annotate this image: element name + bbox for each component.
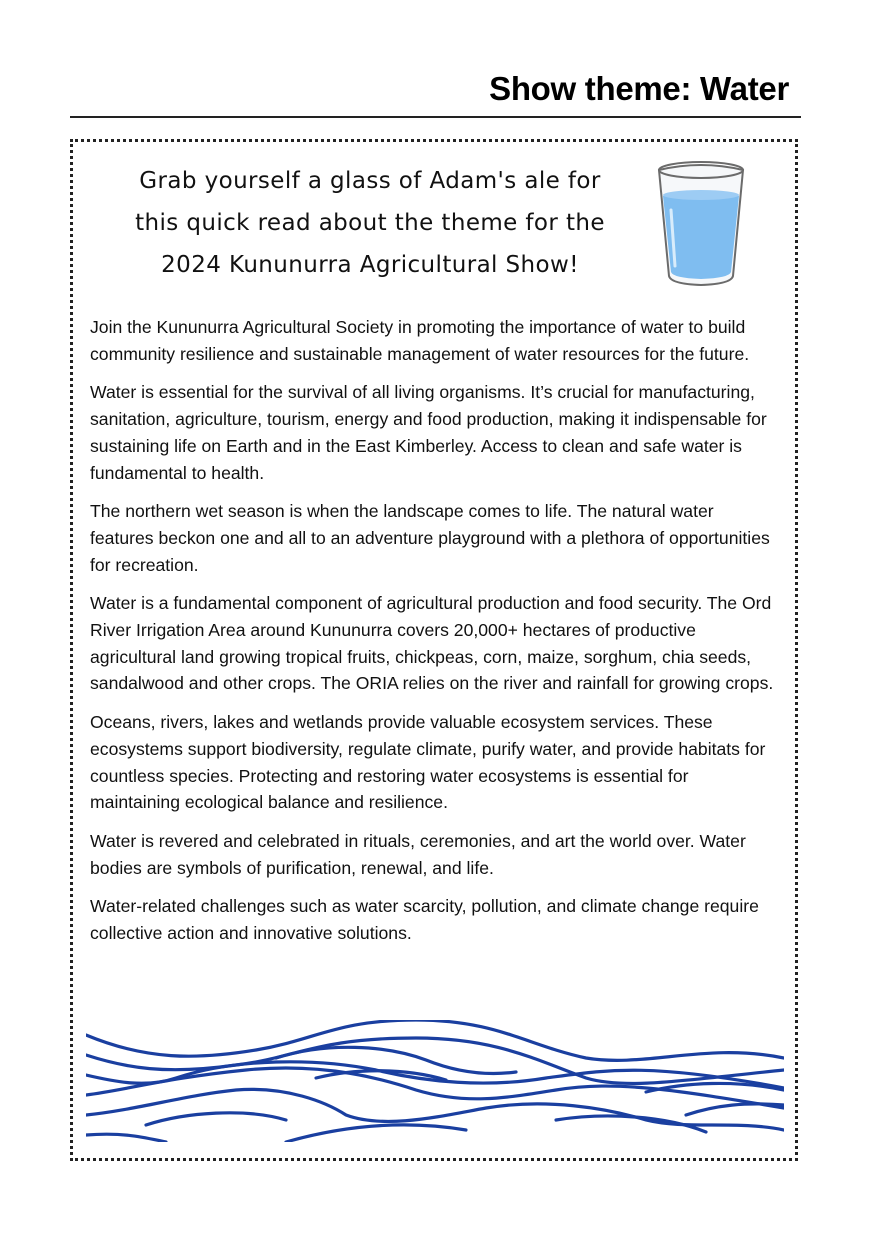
glass-of-water-icon — [653, 158, 749, 290]
paragraph: Water is revered and celebrated in rituals, ceremonies, and art the world over. Water bodies are symbols of purification, renewal, and life. — [90, 830, 746, 878]
paragraph: Water is a fundamental component of agricultural production and food security. The Ord River Irrigation Area around Kununurra covers 20,000+ hectares of productive agricultural land growing tropical fruits, chickpeas, corn, maize, sorghum, chia seeds, sandalwood and other crops. The ORIA relies on the river and rainfall for growing crops. — [90, 593, 774, 694]
paragraph: Water-related challenges such as water scarcity, pollution, and climate change require collective action and innovative solutions. — [90, 896, 759, 944]
article-body — [90, 314, 780, 959]
intro-line: this quick read about the theme for the — [135, 210, 605, 236]
title-divider — [70, 116, 801, 118]
page-title: Show theme: Water — [489, 70, 789, 107]
paragraph: Join the Kununurra Agricultural Society in promoting the importance of water to build community resilience and sustainable management of water resources for the future. — [90, 317, 750, 364]
wave-pattern-illustration — [86, 1020, 784, 1142]
intro-line: 2024 Kununurra Agricultural Show! — [161, 252, 579, 278]
paragraph: Oceans, rivers, lakes and wetlands provide valuable ecosystem services. These ecosystems support biodiversity, regulate climate, purify water, and provide habitats for countless species. Protecting and restoring water ecosystems is essential for maintaining ecological balance and resilience. — [90, 712, 766, 813]
paragraph: The northern wet season is when the landscape comes to life. The natural water features beckon one and all to an adventure playground with a plethora of opportunities for recreation. — [90, 501, 770, 575]
paragraph: Water is essential for the survival of all living organisms. It’s crucial for manufacturing, sanitation, agriculture, tourism, energy and food production, making it indispensable for sustaining life on Earth and in the East Kimberley. Access to clean and safe water is fundamental to health. — [90, 382, 767, 483]
intro-line: Grab yourself a glass of Adam's ale for — [139, 168, 601, 194]
intro-heading — [110, 160, 630, 286]
